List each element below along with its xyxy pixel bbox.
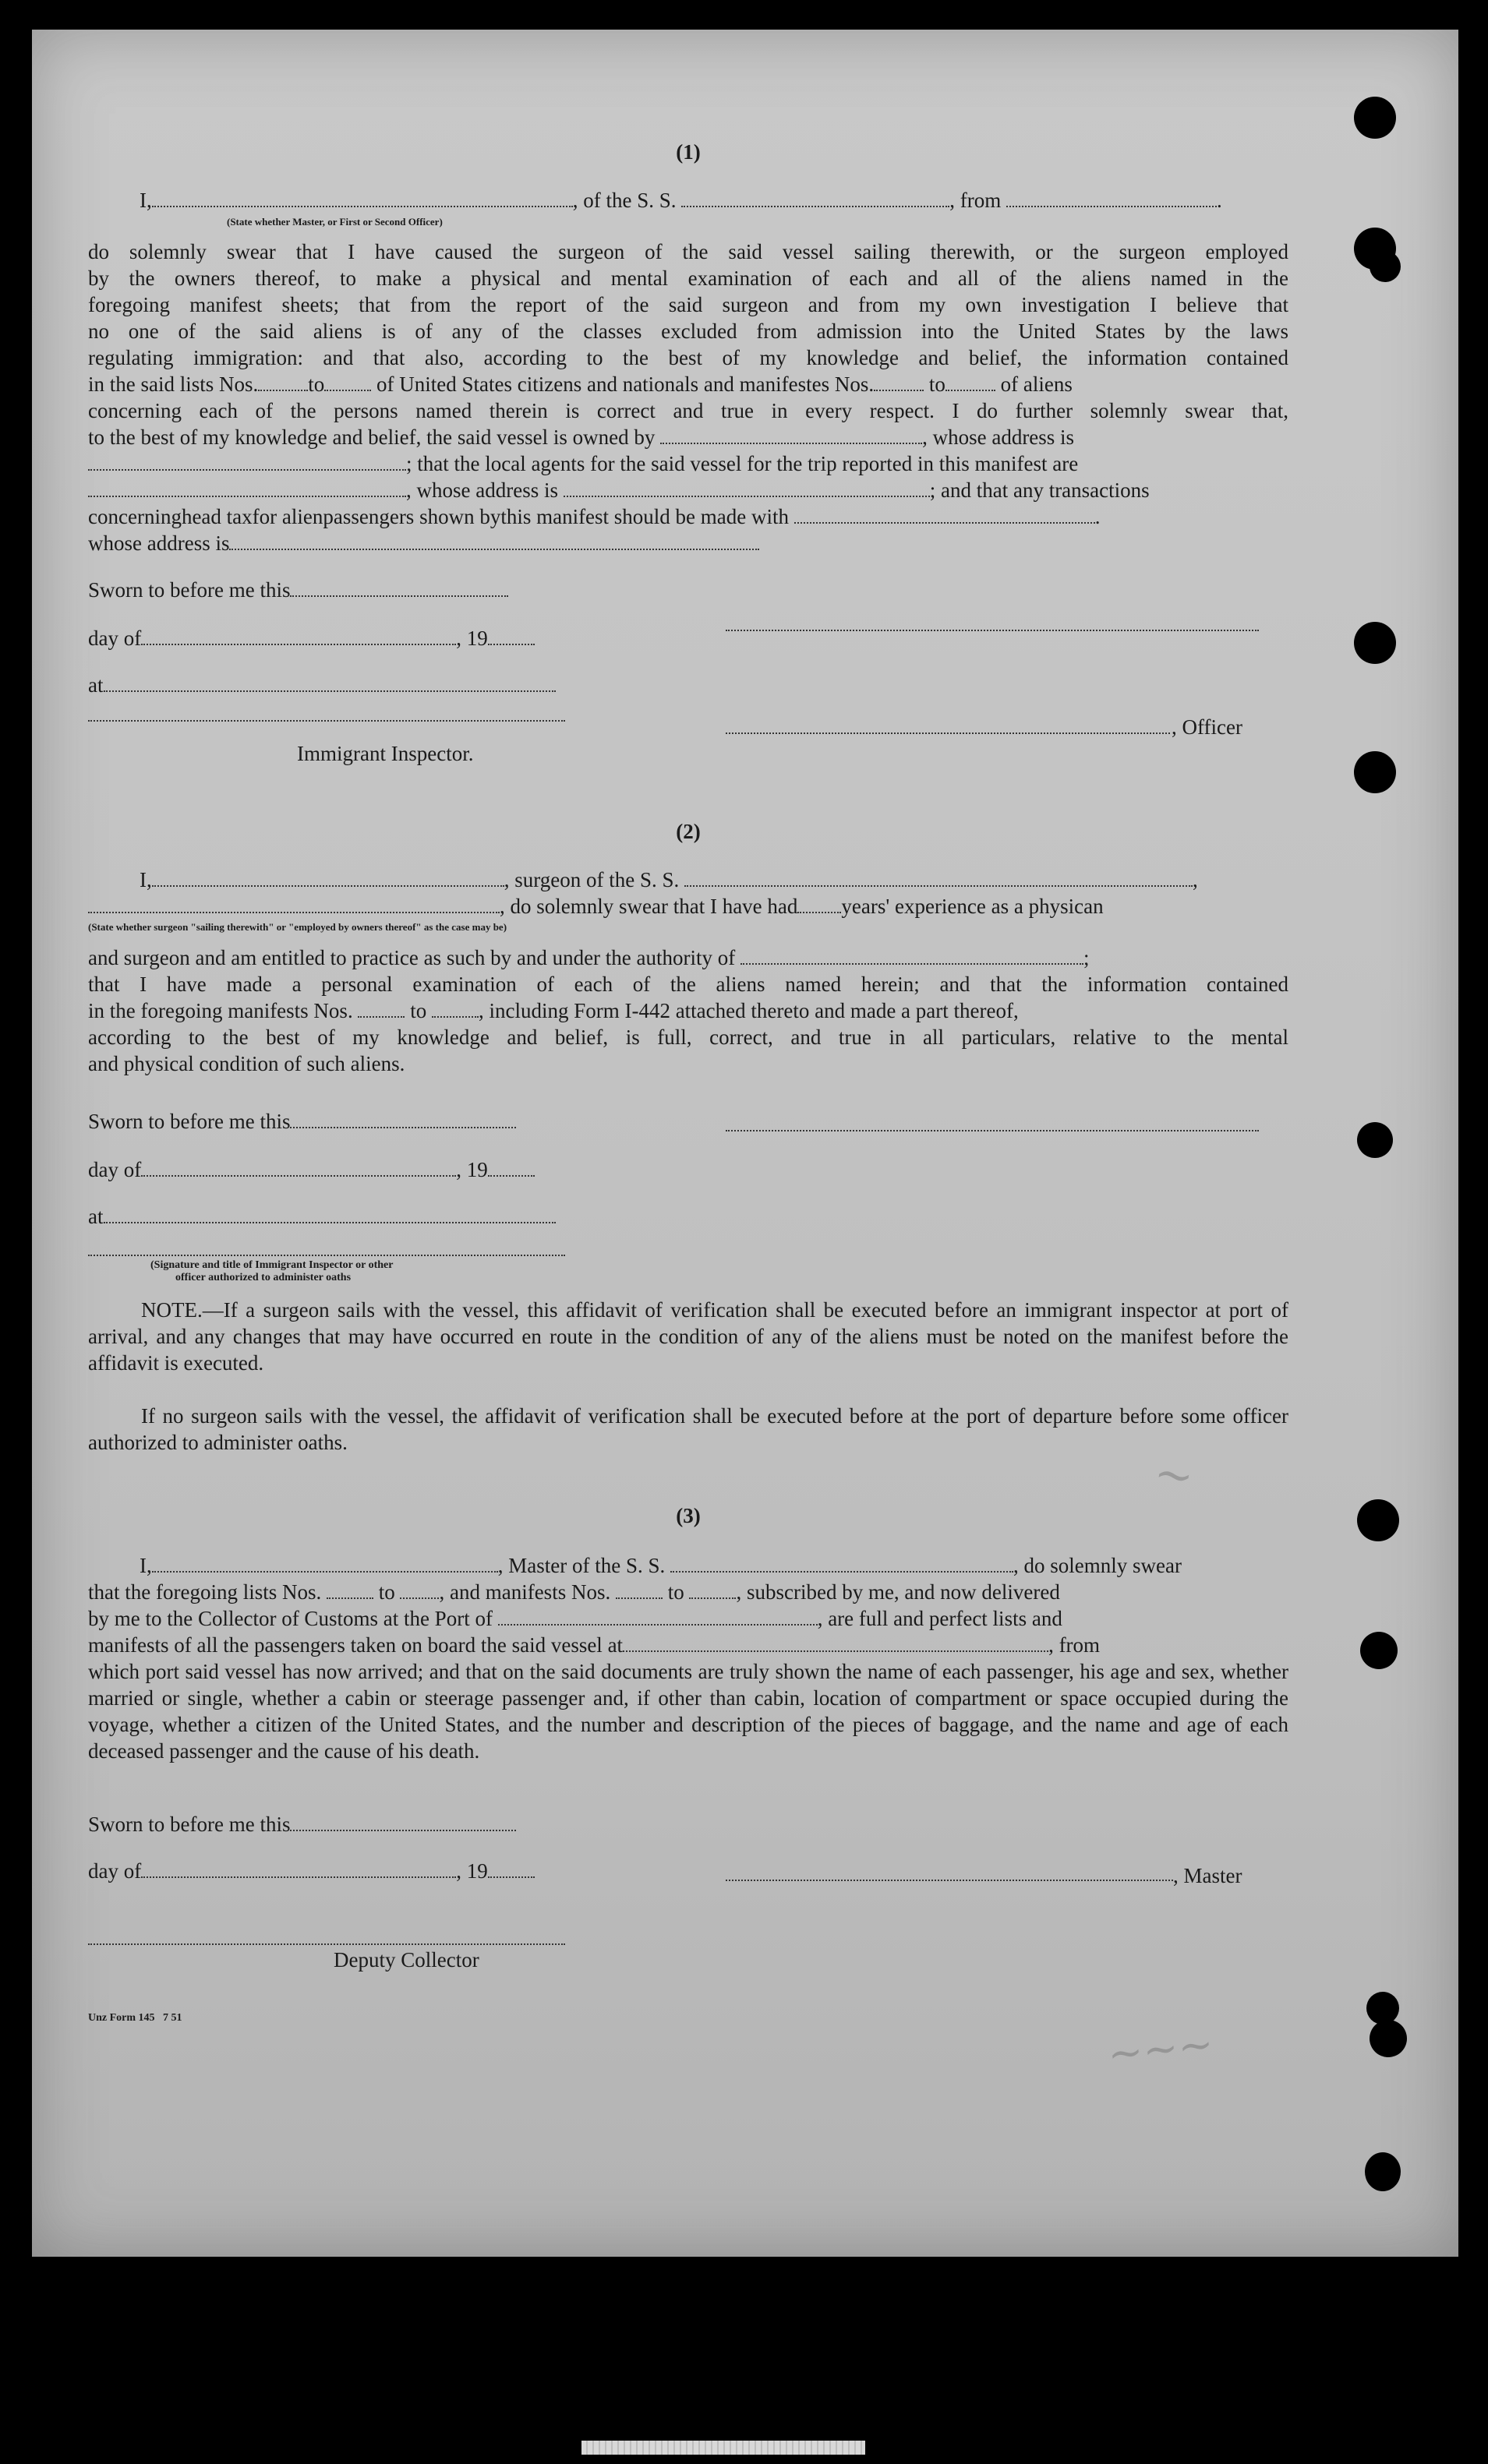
to-label: to <box>378 1580 395 1604</box>
s3-lists-line <box>88 1579 1288 1605</box>
s3-master-line <box>88 1552 1288 1579</box>
authority-label: and surgeon and am entitled to practice as such by and under the authority of <box>88 946 736 969</box>
deputy-collector-label: Deputy Collector <box>334 1948 479 1972</box>
officer-name-line[interactable] <box>726 731 1170 734</box>
lists-perfect-label: , are full and perfect lists and <box>817 1607 1062 1630</box>
s1-owned-line <box>88 424 1288 450</box>
note-paragraph: NOTE.—If a surgeon sails with the vessel, this affidavit of verification shall be executed before an immigrant inspector at port of arrival, and any changes that may have occurred en route in the condition of any of the aliens must be noted on the manifest before the affidavit is executed. <box>88 1298 1288 1375</box>
owner-address-field[interactable] <box>88 452 406 471</box>
of-ss-label: , of the S. S. <box>572 189 677 212</box>
s2-authority-line <box>88 944 1288 971</box>
s2-manifests-from-field[interactable] <box>358 999 405 1018</box>
s1-whose-address-line <box>88 530 1288 556</box>
s1-text-line: concerning each of the persons named therein is correct and true in every respect. I do further solemnly swear that, <box>88 399 1288 422</box>
year-field[interactable] <box>488 1859 535 1878</box>
address-label: , whose address is <box>922 425 1075 449</box>
address-label: , whose address is <box>406 478 558 502</box>
port-field[interactable] <box>498 1607 818 1626</box>
s1-sworn-line <box>88 577 1288 603</box>
year-label: , 19 <box>456 627 488 650</box>
officer-signature-line[interactable] <box>726 628 1259 631</box>
inspector-signature-line[interactable] <box>88 1253 565 1256</box>
to-label: to <box>667 1580 684 1604</box>
manifests-label: in the foregoing manifests Nos. <box>88 999 353 1022</box>
s1-text-line: foregoing manifest sheets; that from the report of the said surgeon and from my own investigation I believe that <box>88 293 1288 316</box>
vessel-name-field[interactable] <box>681 189 949 207</box>
s1-at-line <box>88 672 1288 698</box>
month-field[interactable] <box>141 627 456 645</box>
day-of-label: day of <box>88 627 142 650</box>
manifests-from-field[interactable] <box>874 372 924 391</box>
at-place-field[interactable] <box>104 673 556 692</box>
surgeon-signature-line[interactable] <box>726 1128 1259 1131</box>
at-label: at <box>88 1205 104 1228</box>
manifests-label: , and manifests Nos. <box>439 1580 611 1604</box>
s2-vessel-field[interactable] <box>684 868 1193 887</box>
punch-hole <box>1357 1122 1393 1158</box>
punch-hole <box>1354 751 1396 793</box>
sworn-label: Sworn to before me this <box>88 578 291 602</box>
owned-by-label: to the best of my knowledge and belief, the said vessel is owned by <box>88 425 656 449</box>
owner-field[interactable] <box>660 425 922 444</box>
punch-hole <box>1354 97 1396 139</box>
manifests-to-field[interactable] <box>945 372 995 391</box>
to-label: to <box>410 999 427 1022</box>
year-label: , 19 <box>456 1859 488 1883</box>
to-label: to <box>308 372 325 396</box>
lists-label: that the foregoing lists Nos. <box>88 1580 322 1604</box>
oath-start: I, <box>140 189 152 212</box>
punch-hole <box>1370 2020 1407 2057</box>
transactions-label: ; and that any transactions <box>929 478 1150 502</box>
scan-target-bar <box>581 2441 865 2455</box>
lists-from-field[interactable] <box>258 372 308 391</box>
from-label: , from <box>1048 1633 1101 1657</box>
sworn-day-field[interactable] <box>290 1110 516 1128</box>
master-label: , Master of the S. S. <box>497 1554 666 1577</box>
s1-headtax-line <box>88 503 1288 530</box>
master-label: , Master <box>1173 1864 1242 1887</box>
master-signature-line[interactable] <box>726 1878 1173 1881</box>
sworn-label: Sworn to before me this <box>88 1110 291 1133</box>
punch-hole <box>1357 1499 1399 1541</box>
agents-field[interactable] <box>88 478 406 497</box>
s3-lists-to-field[interactable] <box>400 1580 439 1599</box>
form-page <box>32 30 1458 2257</box>
boarded-label: manifests of all the passengers taken on board the said vessel at <box>88 1633 624 1657</box>
to-label: to <box>928 372 945 396</box>
month-field[interactable] <box>141 1859 456 1878</box>
boarding-port-field[interactable] <box>623 1633 1048 1652</box>
s2-text-line: and physical condition of such aliens. <box>88 1052 405 1075</box>
month-field[interactable] <box>141 1158 456 1177</box>
lists-label: in the said lists Nos. <box>88 372 259 396</box>
officer-label: , Officer <box>1172 715 1242 739</box>
s3-vessel-field[interactable] <box>670 1554 1013 1573</box>
from-port-field[interactable] <box>1006 189 1217 207</box>
at-place-field[interactable] <box>104 1205 556 1223</box>
note-paragraph-2: If no surgeon sails with the vessel, the affidavit of verification shall be executed before at the port of departure before some officer authorized to administer oaths. <box>88 1404 1288 1454</box>
s1-lists-line <box>88 371 1288 397</box>
inspector-signature-line[interactable] <box>88 718 565 722</box>
whose-address-label: whose address is <box>88 531 230 555</box>
form-label: , including Form I-442 attached thereto and made a part thereof, <box>478 999 1019 1022</box>
immigrant-inspector-label: Immigrant Inspector. <box>297 742 474 765</box>
year-label: , 19 <box>456 1158 488 1181</box>
headtax-address-field[interactable] <box>229 531 759 550</box>
surgeon-type-field[interactable] <box>88 895 500 913</box>
lists-to-field[interactable] <box>324 372 371 391</box>
punch-hole <box>1360 1632 1398 1669</box>
s2-text-line: that I have made a personal examination of each of the aliens named herein; and that the information contained <box>88 973 1288 996</box>
s3-manifests-from-field[interactable] <box>616 1580 663 1599</box>
years-label: years' experience as a physican <box>841 895 1104 918</box>
sworn-label: Sworn to before me this <box>88 1813 291 1836</box>
master-name-field[interactable] <box>152 1554 498 1573</box>
s3-paragraph: which port said vessel has now arrived; and that on the said documents are truly shown the name of each passenger, his age and sex, whether married or single, whether a cabin or steerage passenger and, if other than cabin, location of compartment or space occupied during the voyage, whether a citizen of the United States, and the number and description of the pieces of baggage, and the name and age of each deceased passenger and the cause of his death. <box>88 1660 1288 1763</box>
faint-handwriting: ~~~ <box>1105 2019 1216 2079</box>
day-of-label: day of <box>88 1158 142 1181</box>
punch-hole <box>1370 251 1401 282</box>
s1-text-line: no one of the said aliens is of any of the classes excluded from admission into the United States by the laws <box>88 319 1288 343</box>
period: . <box>1217 189 1222 212</box>
s3-sworn-line <box>88 1811 1288 1837</box>
sworn-day-field[interactable] <box>290 578 508 597</box>
signature-instruction-1: (Signature and title of Immigrant Inspector or other <box>150 1259 394 1271</box>
s3-boarded-line <box>88 1632 1288 1658</box>
agents-label: ; that the local agents for the said vessel for the trip reported in this manifest are <box>406 452 1079 475</box>
oath-start: I, <box>140 868 152 891</box>
authority-field[interactable] <box>740 946 1083 965</box>
comma: , <box>1193 868 1198 891</box>
officer-instruction: (State whether Master, or First or Second Officer) <box>227 216 443 228</box>
years-field[interactable] <box>797 895 841 913</box>
swear-label: , do solemnly swear <box>1013 1554 1182 1577</box>
sworn-day-field[interactable] <box>290 1813 516 1831</box>
s1-text-line: regulating immigration: and that also, according to the best of my knowledge and belief, the information contained <box>88 346 1288 369</box>
semicolon: ; <box>1083 946 1090 969</box>
s3-lists-from-field[interactable] <box>327 1580 373 1599</box>
experience-label: , do solemnly swear that I have had <box>500 895 798 918</box>
s2-manifests-to-field[interactable] <box>432 999 479 1018</box>
s3-port-line <box>88 1605 1288 1632</box>
s2-day-line <box>88 1156 1288 1183</box>
punch-hole <box>1366 1992 1399 2025</box>
delivered-label: , subscribed by me, and now delivered <box>736 1580 1060 1604</box>
faint-handwriting: ~ <box>1150 1445 1198 1506</box>
period: . <box>1094 505 1101 528</box>
deputy-signature-line[interactable] <box>88 1942 565 1945</box>
section-1-officer-line <box>88 187 1288 214</box>
oath-start: I, <box>140 1554 152 1577</box>
year-field[interactable] <box>488 1158 535 1177</box>
s2-experience-line <box>88 893 1288 920</box>
s2-at-line <box>88 1203 1288 1230</box>
surgeon-label: , surgeon of the S. S. <box>504 868 680 891</box>
from-label: , from <box>949 189 1002 212</box>
s2-text-line: according to the best of my knowledge and belief, is full, correct, and true in all particulars, relative to the mental <box>88 1025 1288 1049</box>
day-of-label: day of <box>88 1859 142 1883</box>
year-field[interactable] <box>488 627 535 645</box>
section-3-number: (3) <box>676 1504 701 1527</box>
at-label: at <box>88 673 104 697</box>
surgeon-name-field[interactable] <box>152 868 504 887</box>
s2-manifests-line <box>88 997 1288 1024</box>
s1-agents-line <box>88 450 1288 477</box>
headtax-party-field[interactable] <box>794 505 1095 524</box>
headtax-label: concerninghead taxfor alienpassengers shown bythis manifest should be made with <box>88 505 790 528</box>
s1-address-line <box>88 477 1288 503</box>
surgeon-instruction: (State whether surgeon "sailing therewith" or "employed by owners thereof" as the case may be) <box>88 921 507 933</box>
officer-name-field[interactable] <box>152 189 573 207</box>
form-number: Unz Form 145 7 51 <box>88 2012 182 2024</box>
s1-text-line: do solemnly swear that I have caused the surgeon of the said vessel sailing therewith, or the surgeon employed <box>88 240 1288 263</box>
punch-hole <box>1354 622 1396 664</box>
punch-hole <box>1365 2152 1401 2191</box>
agents-address-field[interactable] <box>564 478 930 497</box>
section-1-number: (1) <box>676 140 701 164</box>
s2-surgeon-line <box>88 867 1288 893</box>
citizens-label: of United States citizens and nationals and manifestes Nos. <box>376 372 875 396</box>
s1-text-line: by the owners thereof, to make a physical and mental examination of each and all of the aliens named in the <box>88 267 1288 290</box>
s3-manifests-to-field[interactable] <box>689 1580 736 1599</box>
signature-instruction-2: officer authorized to administer oaths <box>175 1272 352 1283</box>
section-2-number: (2) <box>676 820 701 843</box>
port-label: by me to the Collector of Customs at the Port of <box>88 1607 493 1630</box>
aliens-label: of aliens <box>1000 372 1073 396</box>
